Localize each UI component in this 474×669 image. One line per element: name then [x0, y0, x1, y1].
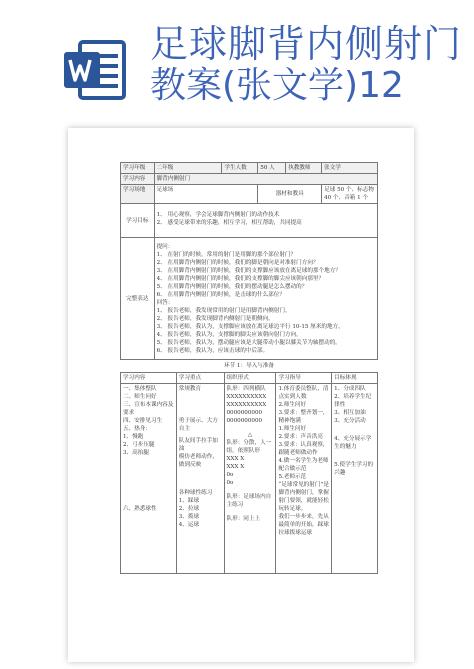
guidance-item: 3.要求：整齐划一，精神饱满	[278, 410, 329, 424]
question-item: 5、 在用脚背内侧射门的时候，我们的摆动腿是怎么摆动的？	[156, 284, 308, 290]
content-item: 六、熟悉球性	[123, 506, 157, 512]
answer-item: 2、 报告老师，我发现脚背内侧射门是朝侧向。	[156, 316, 274, 322]
organization-item: 队形：四列横队	[226, 386, 266, 392]
activity-table	[120, 372, 378, 574]
content-item: 1、慢跑	[123, 434, 144, 440]
lesson-plan	[120, 162, 378, 574]
focus-item: 各种球性练习	[178, 490, 213, 496]
content-column	[121, 384, 177, 574]
focus-item: 队友间手拉手加油	[178, 438, 218, 452]
goal-item: 2、 感受足球带来的乐趣，相互学习，相互帮助，共同提高	[156, 220, 302, 226]
answer-heading: 回答：	[156, 300, 174, 306]
guidance-item: 1.师生问好	[278, 426, 307, 432]
organization-item: 0000000000	[226, 418, 263, 424]
content-value: 脚背内侧射门	[154, 174, 377, 185]
focus-item: 模仿老师动作，做到反映	[178, 454, 218, 468]
organization-item: 队形：同上上	[226, 516, 261, 522]
column-header: 组织形式	[224, 373, 276, 384]
answer-item: 6、 报告老师，我认为，应该击球的中后部。	[156, 348, 269, 354]
organization-item: XXX X	[226, 456, 245, 462]
content-item: 四、安排见习生	[123, 418, 163, 424]
column-header: 学习重点	[176, 373, 224, 384]
focus-column	[176, 384, 224, 574]
focus-item: 1、踩球	[178, 498, 200, 504]
organization-item: 队形：足球场内自主练习	[226, 494, 272, 508]
document-header	[0, 0, 474, 120]
question-item: 4、 在用脚背内侧射门的时候，我们的支撑脚的脚尖应该朝向那里？	[156, 276, 325, 282]
students-label: 学生人数	[222, 163, 258, 174]
answer-item: 3、 报告老师，我认为，支撑脚应该放在离足球边平行 10-15 厘米的地方。	[156, 324, 344, 330]
organization-item: 0o	[226, 472, 234, 478]
goals-list	[154, 204, 377, 238]
organization-item: 0000000000	[226, 410, 263, 416]
venue-label: 学习场地	[121, 185, 155, 204]
target-item: 4、充分展示学生的魅力	[334, 436, 372, 450]
organization-item: 0o	[226, 480, 234, 486]
question-item: 2、 在用脚背内侧射门的时候，我们的脚是朝向是对准射门方向？	[156, 260, 319, 266]
target-column	[332, 384, 378, 574]
question-item: 3、 在用脚背内侧射门的时候，我们的支撑脚应该放在离足球的那个地方？	[156, 268, 341, 274]
section-title: 环节 1：导入与准备	[223, 363, 275, 369]
organization-item: XXXXXXXXXX	[226, 394, 267, 400]
venue-value: 足球场	[154, 185, 258, 204]
grade-label: 学习年级	[121, 163, 155, 174]
guidance-item: “足球常见的射门”是脚背内侧射门，掌握射门要领，就能轻松玩转足球。	[278, 482, 329, 512]
word-doc-icon	[62, 38, 128, 102]
equipment-label: 器材和教具	[258, 185, 322, 204]
document-subtitle: 教案(张文学)12	[150, 65, 404, 106]
content-item: 三、宣布本课内容及要求	[123, 402, 174, 416]
guidance-item: 我们一步步来，先从最简单的开始，踩球拉球拨球运球	[278, 514, 329, 536]
focus-item: 3、拨球	[178, 514, 200, 520]
answer-item: 4、 报告老师，我认为，支撑脚的脚尖应该朝向射门方向。	[156, 332, 302, 338]
organization-item: XXXXXXXXXX	[226, 402, 267, 408]
content-item: 五、热身：	[123, 426, 151, 432]
focus-item: 2、拉球	[178, 506, 200, 512]
question-heading: 提问：	[156, 244, 174, 250]
organization-column	[224, 384, 276, 574]
guidance-column	[276, 384, 332, 574]
info-table	[120, 162, 378, 360]
answer-item: 1、 报告老师，我发现常用的射门是用脚背内侧射门。	[156, 308, 291, 314]
question-item: 6、 在用脚背内侧射门的时候，是击球的什么部位？	[156, 292, 285, 298]
column-header: 学习内容	[121, 373, 177, 384]
content-item: 3、高抬腿	[123, 450, 149, 456]
content-label: 学习内容	[121, 174, 155, 185]
grade-value: 二年级	[154, 163, 222, 174]
goals-label: 学习目标	[121, 204, 155, 238]
answer-item: 5、 报告老师，我认为，摆动腿应该是大腿带动小腿以膝关节为轴摆动的。	[156, 340, 341, 346]
equipment-value: 足球 50 个、标志物 40 个、音箱 1 个	[322, 185, 378, 204]
target-item: 3、充分活动	[334, 418, 366, 424]
content-item: 2、弓步压腿	[123, 442, 155, 448]
target-item: 5.使学生学习的兴趣	[334, 462, 374, 476]
guidance-item: 4.做一名学生为老师配合做示范	[278, 458, 329, 472]
document-title: 足球脚背内侧射门	[150, 22, 463, 66]
focus-item: 4、运球	[178, 522, 200, 528]
question-item: 1、 在射门的时候，常用的射门是用脚的那个部位射门？	[156, 252, 297, 258]
target-item: 3、相互加油	[334, 410, 366, 416]
focus-item: 勇于展示、大方自主	[178, 418, 218, 432]
goal-item: 1、 用心观察，学会足球脚背内侧射门的动作技术	[156, 212, 280, 218]
organization-item: 队形：分散，人一组，依照队形	[226, 440, 272, 454]
teacher-value: 张文学	[322, 163, 378, 174]
guidance-item: 5.老师示范	[278, 474, 307, 480]
guidance-item: 2.要求：声音洪亮	[278, 434, 323, 440]
content-item: 二、师生问好	[123, 394, 157, 400]
target-item: 1、分成四队	[334, 386, 366, 392]
document-page-preview[interactable]	[68, 128, 414, 662]
guidance-item: 2.师生问好	[278, 402, 307, 408]
target-item: 2、培养学生纪律性	[334, 394, 372, 408]
organization-item: XXX X	[226, 464, 245, 470]
column-header: 目标体现	[332, 373, 378, 384]
assessment-label: 完整表达	[121, 238, 155, 360]
content-item: 一、集体整队	[123, 386, 157, 392]
teacher-marker: △	[247, 432, 253, 438]
assessment-content	[154, 238, 377, 360]
students-value: 50 人	[258, 163, 286, 174]
teacher-label: 执教教师	[286, 163, 322, 174]
focus-item: 常规教育	[178, 386, 202, 392]
column-header: 学习指导	[276, 373, 332, 384]
guidance-item: 1.体育委员整队，清点实到人数	[278, 386, 329, 400]
guidance-item: 3.要求：认真观察，跟随老师做动作	[278, 442, 329, 456]
